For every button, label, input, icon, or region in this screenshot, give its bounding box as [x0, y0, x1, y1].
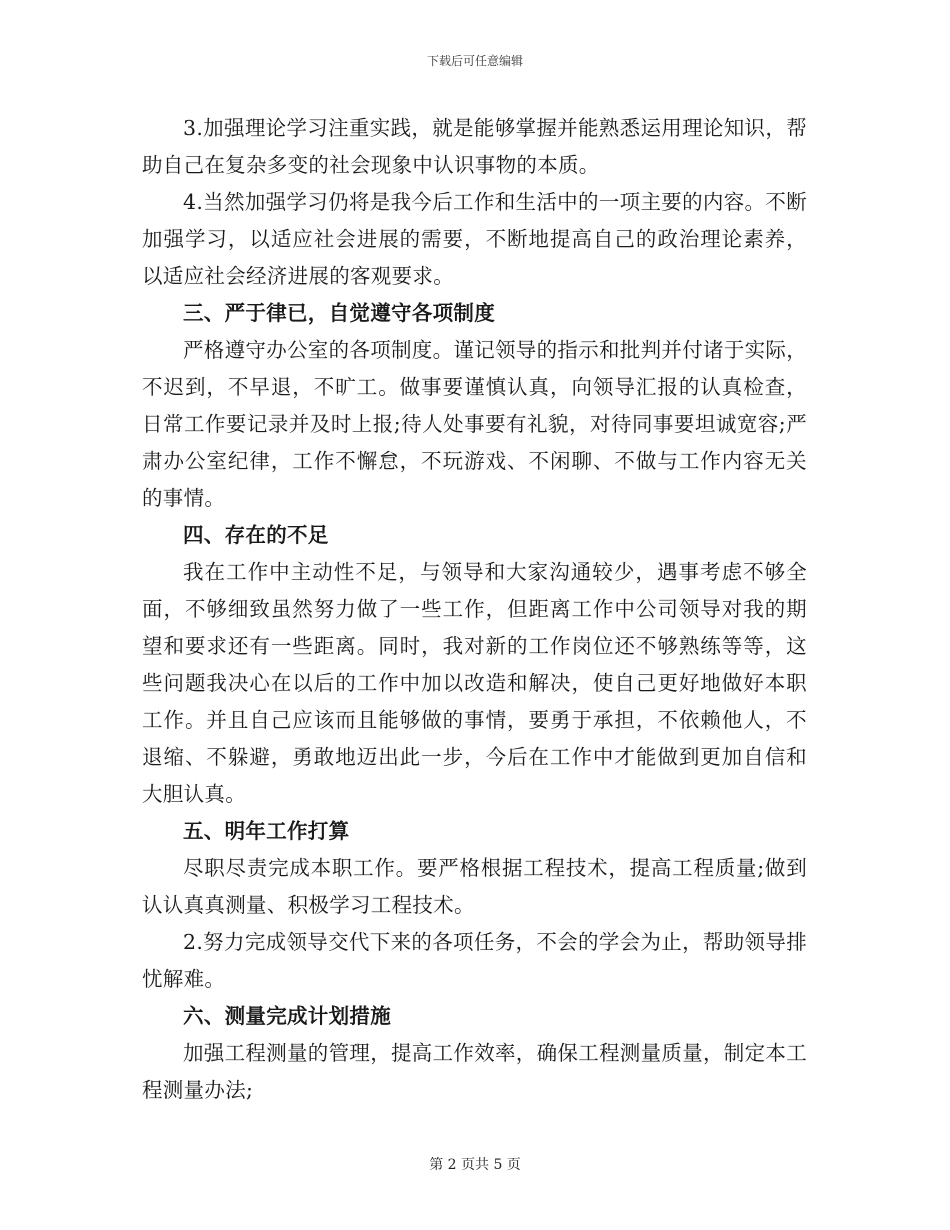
section-heading-discipline: 三、严于律已，自觉遵守各项制度: [183, 301, 495, 325]
section-heading-next-year-plan: 五、明年工作打算: [183, 819, 350, 843]
document-body: [142, 110, 807, 1109]
paragraph-measurement-management: 加强工程测量的管理，提高工作效率，确保工程测量质量，制定本工程测量办法;: [142, 1041, 807, 1102]
paragraph-tasks: 2.努力完成领导交代下来的各项任务，不会的学会为止，帮助领导排忧解难。: [142, 930, 807, 991]
paragraph-shortcomings: 我在工作中主动性不足，与领导和大家沟通较少，遇事考虑不够全面，不够细致虽然努力做了一些工作，但距离工作中公司领导对我的期望和要求还有一些距离。同时，我对新的工作岗位还不够熟练等等，这些问题我决心在以后的工作中加以改造和解决，使自己更好地做好本职工作。并且自己应该而且能够做的事情，要勇于承担，不依赖他人，不退缩、不躲避，勇敢地迈出此一步，今后在工作中才能做到更加自信和大胆认真。: [142, 560, 807, 806]
paragraph-office-rules: 严格遵守办公室的各项制度。谨记领导的指示和批判并付诸于实际，不迟到，不早退，不旷工。做事要谨慎认真，向领导汇报的认真检查，日常工作要记录并及时上报;待人处事要有礼貌，对待同事要坦诚宽容;严肃办公室纪律，工作不懈怠，不玩游戏、不闲聊、不做与工作内容无关的事情。: [142, 338, 807, 510]
section-heading-measures: 六、测量完成计划措施: [183, 1004, 391, 1028]
page-footer: 第 2 页共 5 页: [429, 1157, 521, 1173]
page-header: 下载后可任意编辑: [426, 54, 523, 68]
paragraph-continuous-learning: 4.当然加强学习仍将是我今后工作和生活中的一项主要的内容。不断加强学习，以适应社会进展的需要，不断地提高自己的政治理论素养，以适应社会经济进展的客观要求。: [142, 190, 807, 288]
section-heading-shortcomings: 四、存在的不足: [183, 523, 329, 547]
paragraph-duties: 尽职尽责完成本职工作。要严格根据工程技术，提高工程质量;做到认认真真测量、积极学习工程技术。: [142, 856, 807, 917]
paragraph-theory-practice: 3.加强理论学习注重实践，就是能够掌握并能熟悉运用理论知识，帮助自己在复杂多变的社会现象中认识事物的本质。: [142, 116, 807, 177]
